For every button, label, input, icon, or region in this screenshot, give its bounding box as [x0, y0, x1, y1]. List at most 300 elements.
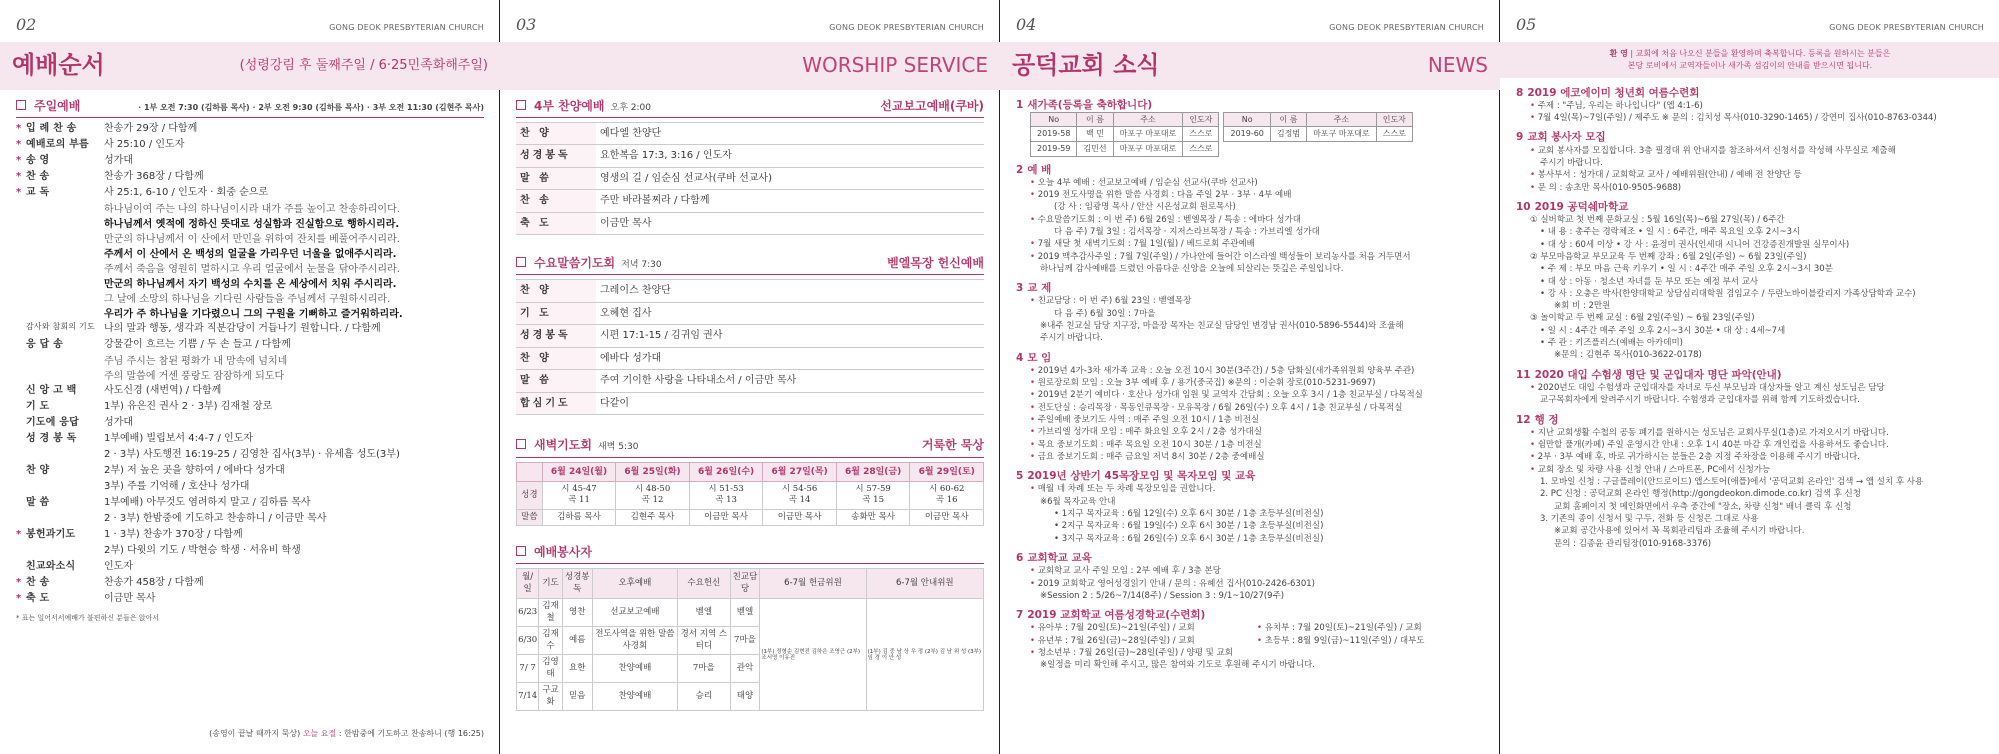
order-value: 1부예배) 빌립보서 4:4-7 / 인도자 — [104, 432, 254, 444]
table-cell: 구교화 — [539, 683, 563, 711]
dawn-prayer-table — [516, 462, 984, 527]
news-line: • 내 용 : 총주는 경락체조 • 일 시 : 6주간, 매주 목요일 오후 2시~3시 — [1540, 227, 1801, 238]
order-label: 말 씀 — [26, 496, 50, 508]
news-body — [1016, 365, 1484, 464]
service-row — [516, 325, 984, 348]
section-title: 수요말씀기도회 — [534, 256, 616, 271]
order-row — [16, 544, 484, 560]
table-cell: 예름 — [562, 627, 592, 655]
column-header: 성경봉독 — [562, 569, 592, 599]
order-value: 찬송가 368장 / 다함께 — [104, 170, 204, 182]
news-line: • 문 의 : 송초만 목사(010-9505-9688) — [1530, 182, 1984, 194]
table-cell: 2019-58 — [1031, 127, 1077, 142]
page-header — [1516, 14, 1984, 36]
required-star: * — [16, 170, 22, 182]
preacher-cell: 이금만 목사 — [763, 509, 837, 525]
order-row — [16, 432, 484, 448]
reading-line: 하나님께서 옛적에 정하신 뜻대로 성실함과 진실함으로 행하시리라. — [104, 218, 400, 230]
news-body — [1016, 622, 1484, 671]
order-label: 찬 송 — [26, 170, 50, 182]
order-label: 찬 송 — [26, 576, 50, 588]
news-heading — [1016, 551, 1484, 565]
news-line: • 교회학교 교사 주일 모임 : 2부 예배 후 / 3층 본당 — [1030, 565, 1484, 577]
news-line: • 강 사 : 오충은 박사(한양대학교 상담심리대학원 겸임교수 / 두란노바이블칼리지 가족상담학과 교수) — [1540, 288, 1916, 299]
news-line: • 2020년도 대입 수험생과 군입대자를 자녀로 두신 부모님과 대상자들 알고 계신 성도님은 담당 — [1530, 382, 1984, 394]
order-row — [16, 322, 484, 338]
table-cell: 김민선 — [1077, 141, 1113, 156]
welcome-text: 교회에 처음 나오신 분들을 환영하며 축복합니다. 등록을 원하시는 분들은 — [1635, 48, 1891, 58]
news-line: • 금요 중보기도회 : 매주 금요일 저녁 8시 30분 / 2층 중예배실 — [1030, 451, 1484, 463]
page-subtitle: (성령강림 후 둘째주일 / 6·25민족화해주일) — [239, 57, 488, 73]
table-cell: 마포구 마포대로 — [1113, 141, 1183, 156]
verse-cell — [689, 481, 763, 509]
news-line-part: • 유아부 : 7월 20일(토)~21일(주일) / 교회 — [1030, 622, 1257, 634]
news-body — [1516, 145, 1984, 194]
verse-line: 곡 14 — [788, 495, 811, 506]
column-header: 이 름 — [1270, 112, 1306, 127]
news-heading — [1016, 281, 1484, 295]
order-value: 나의 말과 행동, 생각과 직분감당이 거듭나기 원합니다. / 다함께 — [104, 322, 381, 334]
order-label: 응 답 송 — [26, 338, 63, 350]
section-title: 4부 찬양예배 — [534, 98, 605, 113]
service-role: 말 씀 — [516, 167, 596, 190]
order-label: 기 도 — [26, 400, 50, 412]
time-3: 3부 오전 11:30 (김현주 목사) — [372, 102, 484, 112]
service-times: · 1부 오전 7:30 (김하름 목사) · 2부 오전 9:30 (김하름 목사) · 3부 오전 11:30 (김현주 목사) — [138, 102, 484, 112]
news-heading-text: 2019 에코에이미 청년회 여름수련회 — [1527, 86, 1700, 99]
required-star: * — [16, 576, 22, 588]
news-line: • 2019 교회학교 영어성경읽기 안내 / 문의 : 유혜선 집사(010-2426-6301) — [1030, 578, 1484, 590]
service-role: 찬 송 — [516, 190, 596, 213]
order-value: 1 · 3부) 찬송가 370장 / 다함께 — [104, 528, 243, 540]
news-line: ※교회 공간사용에 있어서 꼭 목회관리팀과 조율해 주시기 바랍니다. — [1554, 526, 1805, 537]
news-line: • 쉼만할 풀개(카페) 주일 운영시간 안내 : 오후 1시 40분 마감 후 개인컵을 사용하셔도 좋습니다. — [1530, 439, 1984, 451]
preacher-cell: 이금만 목사 — [910, 509, 984, 525]
news-body — [1516, 100, 1984, 125]
news-line: ※일정을 미리 확인해 주시고, 많은 참여와 기도로 후원해 주시기 바랍니다. — [1040, 660, 1315, 671]
news-line: • 교회 봉사자를 모집합니다. 3층 필경대 위 안내지를 참조하셔서 신청서를 작성해 사무실로 제출해 — [1530, 145, 1984, 157]
order-label: 감사와 참회의 기도 — [26, 321, 95, 331]
news-number: 2 — [1016, 163, 1024, 176]
news-line: ※내주 친교실 담당 지구장, 마을장 목자는 친교실 담당인 변경남 권사(010-5896-5544)와 조율해 — [1040, 321, 1404, 332]
reading-line: 우리가 주 하나님을 기다렸으니 그의 구원을 기뻐하고 즐거워하리라. — [104, 308, 403, 320]
required-star: * — [16, 138, 22, 150]
order-value: 3부) 주를 기억해 / 호산나 성가대 — [104, 480, 250, 492]
order-value: 사 25:1, 6-10 / 인도자 · 회중 순으로 — [104, 186, 269, 198]
preacher-cell: 김현주 목사 — [616, 509, 690, 525]
page-worship-service — [500, 0, 1000, 754]
table-row — [1031, 141, 1219, 156]
preacher-cell: 이금만 목사 — [689, 509, 763, 525]
news-line: 2. PC 신청 : 공덕교회 온라인 행정(http://gongdeokon.dimode.co.kr) 검색 후 신청 — [1540, 489, 1861, 500]
news-list — [1516, 86, 1984, 550]
news-number: 12 — [1516, 413, 1531, 426]
news-heading-text: 2019 교회학교 여름성경학교(수련회) — [1027, 609, 1206, 622]
service-row — [516, 302, 984, 325]
volunteer-table — [516, 568, 984, 711]
news-line: • 원로장로회 모임 : 오늘 3부 예배 후 / 용가(중국집) ※문의 : 이순휘 장로(010-5231-9697) — [1030, 377, 1484, 389]
verse-line: 시 57-59 — [855, 483, 891, 494]
order-value: 찬송가 29장 / 다함께 — [104, 122, 198, 134]
column-header: 오후예배 — [592, 569, 677, 599]
section-dawn-prayer — [516, 437, 984, 457]
news-line: • 2019 맥추감사주일 : 7월 7일(주일) / 가나안에 들어간 이스라엘 백성들이 보리농사를 처음 거두면서 — [1030, 251, 1484, 263]
table-row — [517, 509, 984, 525]
news-number: 4 — [1016, 351, 1024, 364]
service-order-table — [516, 279, 984, 415]
lyric-line: 주의 말씀에 거센 풍랑도 잠잠하게 되도다 — [104, 370, 285, 382]
reading-line: 그 날에 소망의 하나님을 기다린 사람들을 주님께서 구원하시리라. — [104, 293, 391, 305]
page-header — [516, 14, 984, 36]
title-band — [0, 42, 500, 90]
order-value: 2부) 다윗의 기도 / 박현승 학생 · 서유비 학생 — [104, 544, 301, 556]
section-theme: 벧엘목장 헌신예배 — [887, 256, 984, 271]
service-role: 축 도 — [516, 212, 596, 235]
news-line: ※Session 2 : 5/26~7/14(8주) / Session 3 : 9/1~10/27(9주) — [1040, 590, 1285, 601]
order-list — [16, 122, 484, 202]
table-cell: 백 민 — [1077, 127, 1113, 142]
service-detail: 시편 17:1-15 / 김귀임 권사 — [596, 325, 984, 348]
news-heading — [1516, 368, 1984, 382]
section-wednesday-prayer — [516, 255, 984, 275]
order-value: 1부예배) 아무것도 염려하지 말고 / 김하름 목사 — [104, 496, 311, 508]
news-number: 7 — [1016, 609, 1024, 622]
table-cell: 김재철 — [539, 599, 563, 627]
news-line: ※회 비 : 2만원 — [1554, 301, 1611, 312]
news-number: 6 — [1016, 552, 1024, 565]
news-line: • 수요말씀기도회 : 이 번 주) 6월 26일 : 벧엘목장 / 특송 : 에바다 성가대 — [1030, 214, 1484, 226]
preacher-cell: 송화만 목사 — [836, 509, 910, 525]
news-line: 주시기 바랍니다. — [1540, 157, 1603, 168]
section-title: 예배봉사자 — [534, 545, 592, 560]
news-line: • 친교담당 : 이 번 주) 6월 23일 : 벧엘목장 — [1030, 295, 1484, 307]
news-heading — [1016, 608, 1484, 622]
verse-line: 곡 16 — [935, 495, 958, 506]
section-title: 주일예배 — [34, 98, 81, 113]
service-detail: 예다엘 찬양단 — [596, 122, 984, 145]
news-line: 하나님께 감사예배를 드렸던 아름다운 신앙을 오늘에 되살리는 뜻깊은 주일입니다. — [1040, 263, 1344, 274]
order-value: 인도자 — [104, 560, 133, 572]
table-cell: 선교보고예배 — [592, 599, 677, 627]
service-detail: 주여 기이한 사랑을 나타내소서 / 이금만 목사 — [596, 370, 984, 393]
order-row — [16, 170, 484, 186]
column-header: 이 름 — [1077, 112, 1113, 127]
new-family-table — [1223, 112, 1412, 142]
order-value: 성가대 — [104, 154, 133, 166]
news-line: • 교회 장소 및 차량 사용 신청 안내 / 스마트폰, PC에서 신청가능 — [1530, 464, 1984, 476]
table-cell: 벧엘 — [678, 599, 730, 627]
page-header — [1016, 14, 1484, 36]
section-theme: 거룩한 묵상 — [921, 438, 984, 453]
news-line: 주시기 바랍니다. — [1040, 333, 1103, 344]
news-heading-text: 교회학교 교육 — [1027, 552, 1092, 565]
news-line: 다 음 주) 7월 3일 : 김서목장 · 지저스라브목장 / 특송 : 가브리엘 성가대 — [1054, 226, 1320, 237]
table-row — [1031, 127, 1219, 142]
table-cell: 2019-60 — [1224, 127, 1270, 142]
table-cell: 스스로 — [1376, 127, 1412, 142]
table-cell: 김재수 — [539, 627, 563, 655]
news-list — [1016, 163, 1484, 672]
verse-line: 곡 15 — [862, 495, 884, 506]
table-header-row — [517, 569, 984, 599]
required-star: * — [16, 528, 22, 540]
table-cell: 스스로 — [1183, 127, 1219, 142]
news-line: 교회 홈페이지 첫 메인화면에서 우측 중간에 "장소, 차량 신청" 배너 클릭 후 신청 — [1554, 501, 1852, 512]
section-volunteers — [516, 544, 984, 564]
verse-line: 곡 13 — [715, 495, 737, 506]
order-value: 찬송가 458장 / 다함께 — [104, 576, 204, 588]
news-heading — [1016, 163, 1484, 177]
news-line: • 1지구 목자교육 : 6월 12일(수) 오후 6시 30분 / 1층 초등부실(비전실) — [1054, 509, 1324, 520]
news-number: 3 — [1016, 282, 1024, 295]
reading-line: 주께서 죽음을 영원히 멸하시고 우리 얼굴에서 눈물을 닦아주시리라. — [104, 263, 400, 275]
table-cell: 요한 — [562, 655, 592, 683]
verse-line: 곡 12 — [641, 495, 664, 506]
news-line: • 전도단실 : 승리목장 · 목동인큐목장 · 모유목장 / 6월 26일(수) 오후 4시 / 1층 친교부실 / 다목적실 — [1030, 402, 1484, 414]
column-header: No — [1224, 112, 1270, 127]
news-body — [1016, 177, 1484, 276]
verse-cell — [836, 481, 910, 509]
service-row — [516, 212, 984, 235]
column-header: 인도자 — [1376, 112, 1412, 127]
order-label: 송 영 — [26, 154, 50, 166]
service-detail: 오혜현 집사 — [596, 302, 984, 325]
news-heading-text: 행 정 — [1534, 413, 1559, 426]
table-cell: 김영태 — [539, 655, 563, 683]
news-line: 3. 기존의 종이 신청서 및 구두, 전화 등 신청은 그대로 사용 — [1540, 513, 1759, 524]
table-header-row — [517, 462, 984, 481]
news-body — [1016, 483, 1484, 545]
page-title: 예배순서 — [12, 51, 105, 80]
order-value: 2부) 저 높은 곳을 향하여 / 에바다 성가대 — [104, 464, 285, 476]
verse-cell — [542, 481, 616, 509]
news-line: ② 부모마음학교 부모교육 두 번째 강좌 : 6월 2일(주일) ~ 6월 23일(주일) — [1530, 251, 1807, 262]
news-line: • 주 제 : 부모 마음 근육 키우기 • 일 시 : 4주간 매주 주일 오후 2시~3시 30분 — [1540, 264, 1833, 275]
service-order-table — [516, 122, 984, 236]
footer-verse: (송영이 끝날 때까지 묵상) 오늘 요절 : 한밤중에 기도하고 찬송하니 (행 16:25) — [209, 729, 484, 739]
title-band — [1000, 42, 1500, 90]
section-time: 오후 2:00 — [610, 102, 651, 113]
new-family-table — [1030, 112, 1219, 157]
square-icon — [516, 546, 526, 556]
verse-line: 시 60-62 — [928, 483, 965, 494]
news-line: • 주일예배 중보기도 사역 : 매주 주일 오전 10시 / 1층 비전실 — [1030, 414, 1484, 426]
order-row — [16, 480, 484, 496]
section-theme: 선교보고예배(쿠바) — [880, 98, 984, 113]
news-line: • 2부 · 3부 예배 후, 바로 귀가하시는 분들은 2층 지정 주차장을 이용해 주시기 바랍니다. — [1530, 451, 1984, 463]
order-row — [16, 512, 484, 528]
verse-cell — [763, 481, 837, 509]
order-row — [16, 138, 484, 154]
news-line: • 청소년부 : 7월 26일(금)~28일(주일) / 양평 및 교회 — [1030, 647, 1484, 659]
news-heading-text: 2019 공덕쉐마학교 — [1534, 200, 1629, 213]
news-heading-text: 교회 봉사자 모집 — [1527, 131, 1606, 144]
row-header: 말씀 — [517, 509, 543, 525]
news-line: • 2019년 4가-3차 새가족 교육 : 오늘 오전 10시 30분(3주간) / 5층 담화실(새가족위원회 양육부 주관) — [1030, 365, 1484, 377]
news-number: 11 — [1516, 368, 1531, 381]
news-heading — [1516, 413, 1984, 427]
table-cell: 승리 — [678, 683, 730, 711]
service-role: 말 씀 — [516, 370, 596, 393]
service-detail: 요한복음 17:3, 3:16 / 인도자 — [596, 145, 984, 168]
table-cell: 7/ 7 — [517, 655, 539, 683]
section-4th-worship — [516, 98, 984, 118]
column-header: 주소 — [1307, 112, 1377, 127]
square-icon — [516, 439, 526, 449]
order-label: 봉헌과기도 — [26, 528, 76, 540]
order-row — [16, 560, 484, 576]
order-value: 2 · 3부) 사도행전 16:19-25 / 김영찬 집사(3부) · 유세흠 성도(3부) — [104, 448, 400, 460]
verse-line: 시 51-53 — [708, 483, 744, 494]
order-label: 찬 양 — [26, 464, 50, 476]
order-label: 신 앙 고 백 — [26, 384, 77, 396]
news-line: • 일 시 : 4주간 매주 주일 오후 2시~3시 30분 • 대 상 : 4세~7세 — [1540, 325, 1786, 336]
news-heading — [1516, 130, 1984, 144]
service-row — [516, 370, 984, 393]
news-line: • 3지구 목자교육 : 6월 26일(수) 오후 6시 30분 / 1층 초등부실(비전실) — [1054, 533, 1324, 544]
order-list — [16, 384, 484, 608]
day-header: 6월 24일(월) — [542, 462, 616, 481]
order-list — [16, 322, 484, 354]
service-detail: 주만 바라볼찌라 / 다함께 — [596, 190, 984, 213]
news-heading-text: 새가족(등록을 축하합니다) — [1027, 98, 1153, 111]
table-cell: 마포구 마포대로 — [1113, 127, 1183, 142]
order-label: 예배로의 부름 — [26, 138, 89, 150]
news-line: ③ 놀이학교 두 번째 교실 : 6월 2일(주일) ~ 6월 23일(주일) — [1530, 313, 1755, 324]
order-row — [16, 528, 484, 544]
service-row — [516, 392, 984, 415]
required-star: * — [16, 154, 22, 166]
table-cell: 2019-59 — [1031, 141, 1077, 156]
page-number: 04 — [1016, 15, 1037, 34]
service-row — [516, 280, 984, 303]
order-row — [16, 448, 484, 464]
page-number: 03 — [516, 15, 537, 34]
column-header: No — [1031, 112, 1077, 127]
square-icon — [516, 100, 526, 110]
order-label: 교 독 — [26, 186, 50, 198]
church-name: GONG DEOK PRESBYTERIAN CHURCH — [1329, 23, 1484, 32]
news-line: • 주제 : "주님, 우리는 하나입니다" (엡 4:1-6) — [1530, 100, 1984, 112]
order-label: 성 경 봉 독 — [26, 432, 77, 444]
order-row — [16, 186, 484, 202]
service-role: 찬 양 — [516, 122, 596, 145]
news-line: • 오늘 4부 예배 : 선교보고예배 / 임순심 선교사(쿠바 선교사) — [1030, 177, 1484, 189]
service-role: 합심기도 — [516, 392, 596, 415]
table-cell: 김정범 — [1270, 127, 1306, 142]
table-cell: 전도사역을 위한 말씀 사경회 — [592, 627, 677, 655]
verse-line: 곡 11 — [568, 495, 590, 506]
order-value: 사 25:10 / 인도자 — [104, 138, 185, 150]
day-header: 6월 26일(수) — [689, 462, 763, 481]
news-number: 10 — [1516, 200, 1531, 213]
page-header — [16, 14, 484, 36]
news-line: • 7월 4일(목)~7일(주일) / 제주도 ※ 문의 : 김치성 목사(010-3290-1465) / 강연미 집사(010-8763-0344) — [1530, 112, 1984, 124]
table-cell: 6/30 — [517, 627, 539, 655]
order-row — [16, 154, 484, 170]
church-name: GONG DEOK PRESBYTERIAN CHURCH — [329, 23, 484, 32]
order-row — [16, 384, 484, 400]
news-line-part: • 초등부 : 8월 9일(금)~11일(주일) / 대부도 — [1257, 635, 1425, 647]
service-role: 찬 양 — [516, 280, 596, 303]
order-value: 사도신경 (새번역) / 다함께 — [104, 384, 222, 396]
column-header: 월/일 — [517, 569, 539, 599]
service-row — [516, 145, 984, 168]
table-cell: 마포구 마포대로 — [1307, 127, 1377, 142]
service-role: 성경봉독 — [516, 145, 596, 168]
section-time: 새벽 5:30 — [597, 442, 639, 453]
news-heading: 1 새가족(등록을 축하합니다) — [1016, 98, 1153, 111]
news-line: 1. 모바일 신청 : 구글플레이(안드로이드) 앱스토어(애플)에서 '공덕교회 온라인' 검색 → 앱 설치 후 사용 — [1540, 476, 1924, 487]
table-row — [517, 481, 984, 509]
table-cell: 경서 지역 스터디 — [678, 627, 730, 655]
news-body — [1516, 382, 1984, 407]
day-header: 6월 25일(화) — [616, 462, 690, 481]
page-title: WORSHIP SERVICE — [802, 53, 988, 78]
page-worship-order — [0, 0, 500, 754]
service-detail: 이금만 목사 — [596, 212, 984, 235]
page-news-2 — [1500, 0, 1999, 754]
news-line: • 2019 전도사명을 위한 말씀 사경회 : 다음 주일 2부 · 3부 · 4부 예배 — [1030, 189, 1484, 201]
reading-line: 만군의 하나님께서 자기 백성의 수치를 온 세상에서 치워 주시리라. — [104, 278, 397, 290]
news-line — [1030, 622, 1484, 634]
news-line: 교구목회자에게 알려주시기 바랍니다. 수험생과 군입대자를 위해 함께 기도하겠습니다. — [1540, 395, 1860, 406]
news-line: • 목요 중보기도회 : 매주 목요일 오전 10시 30분 / 1층 비전실 — [1030, 439, 1484, 451]
column-header: 인도자 — [1183, 112, 1219, 127]
column-header: 기도 — [539, 569, 563, 599]
offering-committee: (1부) 정형순 김현진 김하은 조영근 (2부) 조서영 이유진 — [760, 599, 866, 711]
day-header: 6월 28일(금) — [836, 462, 910, 481]
required-star: * — [16, 592, 22, 604]
reading-line: 만군의 하나님께서 이 산에서 만민을 위하여 잔치를 베풀어주시리라. — [104, 233, 400, 245]
section-sunday-worship — [16, 98, 484, 118]
news-heading-text: 교 제 — [1027, 282, 1052, 295]
table-cell: 찬양예배 — [592, 683, 677, 711]
table-cell: 태양 — [730, 683, 760, 711]
table-cell: 7마을 — [730, 627, 760, 655]
news-line: 문의 : 김종윤 관리팀장(010-9168-3376) — [1554, 538, 1712, 549]
section-time: 저녁 7:30 — [621, 260, 662, 271]
new-family-tables — [1016, 112, 1484, 157]
table-cell: 6/23 — [517, 599, 539, 627]
order-row — [16, 338, 484, 354]
usher-committee: (1부) 김 중 남 상 우 정 (2부) 김 남 위 성 (3부) 임 경 이 안 성 — [866, 599, 983, 711]
news-heading-text: 모 임 — [1027, 351, 1052, 364]
service-row — [516, 167, 984, 190]
news-line: • 7월 새달 첫 새벽기도회 : 7월 1일(월) / 베드로회 주관예배 — [1030, 238, 1484, 250]
required-star: * — [16, 186, 22, 198]
news-heading — [1516, 200, 1984, 214]
table-cell: 벧엘 — [730, 599, 760, 627]
order-value: 이금만 목사 — [104, 592, 156, 604]
verse-line: 시 45-47 — [561, 483, 597, 494]
news-heading-text: 2019년 상반기 45목장모임 및 목자모임 및 교육 — [1027, 470, 1256, 483]
title-band — [500, 42, 1000, 90]
service-role: 찬 양 — [516, 347, 596, 370]
corner-cell — [517, 462, 543, 481]
footer-highlight: 오늘 요절 — [302, 729, 337, 739]
lyric-line: 주님 주시는 참된 평화가 내 맘속에 넘치네 — [104, 355, 288, 367]
news-line: ※문의 : 김현주 목사(010-3622-0178) — [1554, 350, 1702, 361]
news-body — [1516, 214, 1984, 362]
service-row — [516, 190, 984, 213]
order-row — [16, 122, 484, 138]
service-detail: 에바다 성가대 — [596, 347, 984, 370]
news-body — [1016, 295, 1484, 344]
required-star: * — [16, 122, 22, 134]
news-line: • 대 상 : 아동 · 청소년 자녀를 둔 부모 또는 예정 부서 교사 — [1540, 276, 1759, 287]
news-line: • 매월 네 차례 또는 두 차례 목장모임을 권합니다. — [1030, 483, 1484, 495]
